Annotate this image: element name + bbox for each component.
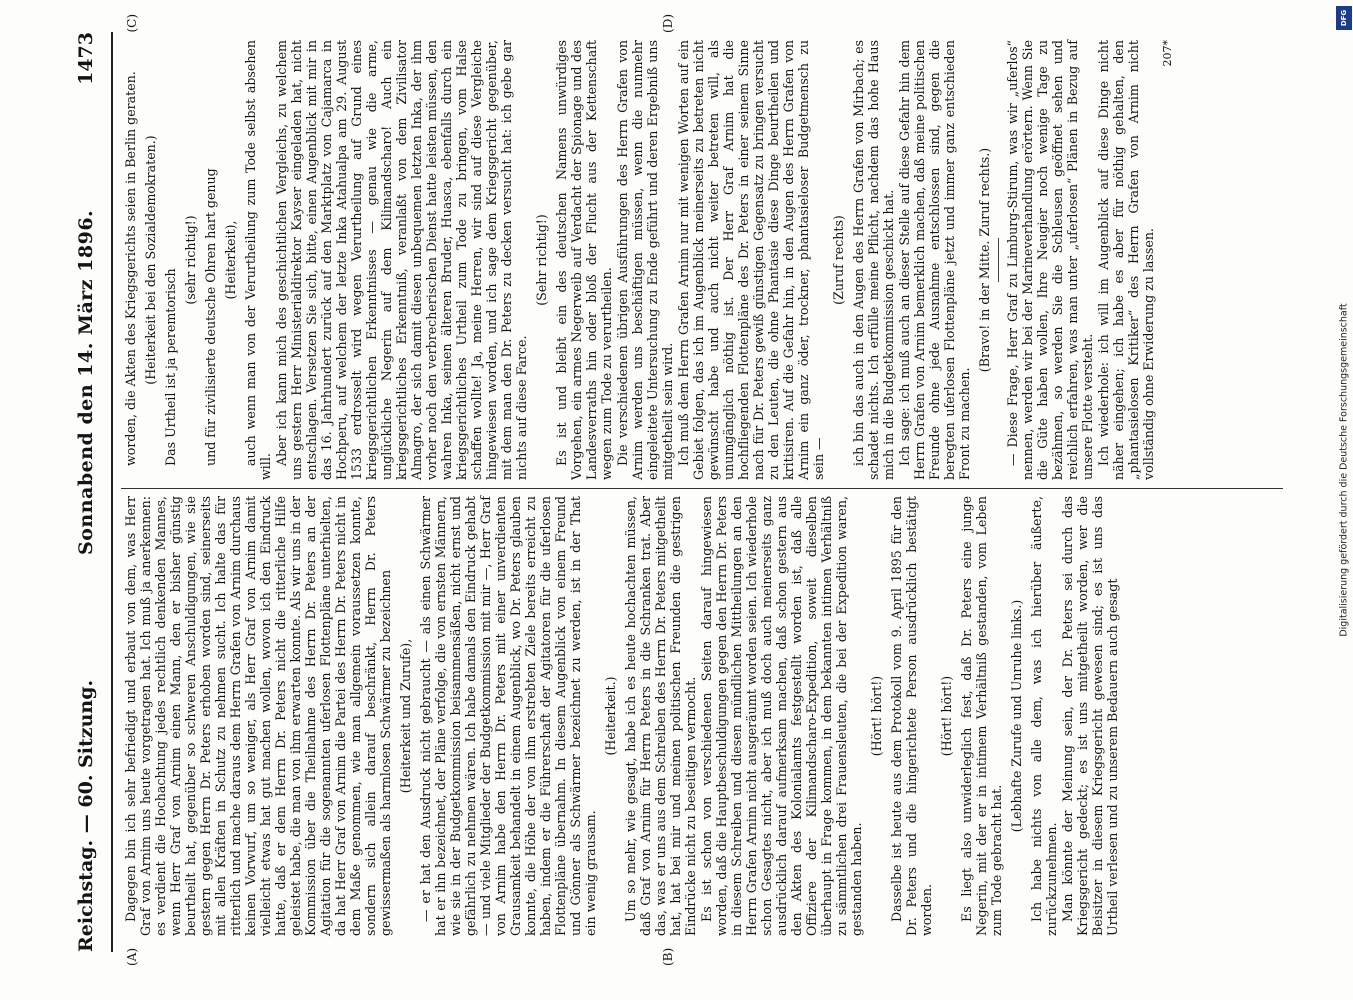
header-date: Sonnabend den 14. März 1896. bbox=[75, 209, 97, 555]
page-number: 1473 bbox=[75, 32, 97, 85]
right-column bbox=[123, 40, 1283, 480]
margin-letter-c: (C) bbox=[125, 14, 139, 33]
paragraph: Es ist schon von verschiedenen Seiten darauf hingewiesen worden, daß die Hauptbeschuldigungen gegen den Herrn Dr. Peters in diesem Schreiben und diesen mündlichen Mittheilungen an den Herrn Grafen Arnim nicht ausgeräumt worden seien. Ich wiederhole schon Gesagtes nicht, aber ich muß doch auch meinerseits ganz ausdrücklich darauf aufmerksam machen, daß schon gestern aus den Akten des Kolonialamts festgestellt worden ist, daß alle Offiziere der Kilimandscharo-Expedition, soweit dieselben überhaupt in Frage kommen, in dem bekannten intimen Verhältniß zu sämmtlichen drei Frauensleuten, die bei der Expedition waren, gestanden haben. bbox=[699, 496, 864, 936]
interjection: (Heiterkeit), bbox=[223, 220, 238, 300]
interjection: (Sehr richtig!) bbox=[534, 214, 549, 306]
paragraph: Ich wiederhole: ich will im Augenblick auf diese Dinge nicht näher eingehen; ich habe es aber für nöthig gehalten, den „phantasielosen Kritiker“ des Herrn Grafen von Arnim nicht vollständig ohne Erwiderung zu lassen. bbox=[1096, 40, 1156, 480]
paragraph: Ich muß dem Herrn Grafen Arnim nur mit wenigen Worten auf ein Gebiet folgen, das ich im Augenblick meinerseits zu betreten nicht gewünscht habe und auch nicht weiter betreten will, als unumgänglich nöthig ist. Der Herr Graf Arnim hat die hochfliegenden Flottenpläne des Dr. Peters in einer seinem Sinne nach für Dr. Peters gewiß günstigen Gegensatz zu bringen versucht zu den Leuten, die ohne Phantasie diese Dinge beurtheilen und kritisiren. Auf die Gefahr hin, in den Augen des Herrn Grafen von Arnim ein ganz öder, trockner, phantasieloser Budgetmensch zu sein — bbox=[676, 40, 826, 480]
section-divider bbox=[998, 238, 999, 282]
paragraph: und für zivilisierte deutsche Ohren hart genug bbox=[203, 168, 218, 466]
reichstag-page bbox=[61, 12, 1291, 972]
paragraph: Aber ich kann mich des geschichtlichen Vergleichs, zu welchem uns gestern Herr Ministerialdirektor Kayser eingeladen hat, nicht entschlagen. Versetzen Sie sich, bitte, einen Augenblick mit mir in das 16. Jahrhundert zurück auf den Marktplatz von Cajamarca in Hochperu, auf welchem der letzte Inka Atahualpa am 29. August 1533 erdrosselt wird wegen Verurtheilung auf Grund eines kriegsgerichtlichen Erkenntnisses — genau wie die arme, unglückliche Negerin auf dem Kilimandscharo! Auch ein kriegsgerichtliches Erkenntniß, veranlaßt von dem Zivilisator Almagro, der sich damit diesen unbequemen letzten Inka, der ihm vorher noch den verbrecherischen Dienst hatte leisten müssen, den wahren Inka, seinen älteren Bruder, Huasca, ebenfalls durch ein kriegsgerichtliches Urtheil zum Tode zu bringen, vom Halse schaffen wollte! Ja, meine Herren, wir sind auf diese Vergleiche hingewiesen worden, und ich sage dem Kriegsgericht gegenüber, mit dem man den Dr. Peters zu decken versucht hat: ich gebe gar nichts auf diese Farce. bbox=[274, 40, 529, 480]
margin-letter-d: (D) bbox=[661, 14, 675, 33]
interjection: (Hört! hört!) bbox=[939, 675, 954, 757]
interjection: (sehr richtig!) bbox=[183, 215, 198, 305]
paragraph: Das Urtheil ist ja peremtorisch bbox=[163, 268, 178, 466]
paragraph: Dagegen bin ich sehr befriedigt und erbaut von dem, was Herr Graf von Arnim uns heute vorgetragen hat. Ich muß ja anerkennen: es verdient die Hochachtung jedes rechtlich denkenden Mannes, wenn Herr Graf von Arnim einen Mann, den er bisher günstig beurtheilt hat, gegenüber so schweren Anschuldigungen, wie sie gestern gegen Herrn Dr. Peters erhoben worden sind, seinerseits mit allen Kräften in Schutz zu nehmen sucht. Ich halte das für ritterlich und mache daraus dem Herrn Grafen von Arnim durchaus keinen Vorwurf, um so weniger, als Herr Graf von Arnim damit vielleicht etwas hat gut machen wollen, wovon ich den Eindruck hatte, daß er dem Herrn Dr. Peters nicht die ritterliche Hilfe geleistet habe, die man von ihm erwarten konnte. Als wir uns in der Kommission über die Theilnahme des Herrn Dr. Peters an der Agitation für die sogenannten uferlosen Flottenpläne unterhielten, da hat Herr Graf von Arnim die Partei des Herrn Dr. Peters nicht in dem Maße genommen, wie man allgemein voraussetzen konnte, sondern sich allein darauf beschränkt, Herrn Dr. Peters gewissermaßen als harmlosen Schwärmer zu bezeichnen bbox=[123, 496, 393, 936]
paragraph: Ich sage: ich muß auch an dieser Stelle auf diese Gefahr hin dem Herrn Grafen von Arnim bemerklich machen, daß meine politischen Freunde ohne jede Ausnahme entschlossen sind, gegen die beregten uferlosen Flottenpläne jetzt und immer ganz entschieden Front zu machen. bbox=[897, 40, 972, 480]
paragraph: auch wenn man von der Verurtheilung zum Tode selbst absehen will. bbox=[243, 40, 273, 480]
header-left: Reichstag. — 60. Sitzung. bbox=[75, 679, 97, 952]
left-column bbox=[123, 496, 1283, 936]
interjection: (Heiterkeit.) bbox=[603, 676, 618, 756]
dfg-logo: DFG bbox=[1336, 6, 1352, 30]
page-header bbox=[75, 32, 109, 952]
signature-mark: 207* bbox=[1161, 40, 1174, 67]
paragraph: worden, die Akten des Kriegsgerichts seien in Berlin geraten. bbox=[123, 71, 138, 466]
interjection: (Zuruf rechts) bbox=[831, 215, 846, 305]
paragraph: Um so mehr, wie gesagt, habe ich es heute hochachten müssen, daß Graf von Arnim für Herrn Peters in die Schranken trat. Aber das, was er uns aus dem Schreiben des Herrn Dr. Peters mitgetheilt hat, hat bei mir und meinen politischen Freunden die gestrigen Eindrücke nicht zu beseitigen vermocht. bbox=[623, 496, 698, 936]
paragraph: Es ist und bleibt ein des deutschen Namens unwürdiges Vorgehen, ein armes Negerweib auf Verdacht der Spionage und des Landesverraths hin oder bloß der Flucht aus der Kettenschaft wegen zum Tode zu verurtheilen. bbox=[554, 40, 614, 480]
interjection: (Hört! hört!) bbox=[869, 675, 884, 757]
margin-letter-a: (A) bbox=[125, 947, 139, 966]
interjection: (Bravo! in der Mitte. Zuruf rechts.) bbox=[977, 147, 992, 373]
paragraph: ich bin das auch in den Augen des Herrn Grafen von Mirbach; es schadet nichts. Ich erfülle meine Pflicht, nachdem das hohe Haus mich in die Budgetkommission geschickt hat. bbox=[851, 40, 896, 480]
paragraph: — Diese Frage, Herr Graf zu Limburg-Stirum, was wir „uferlos“ nennen, werden wir bei der Marineverhandlung erörtern. Wenn Sie die Güte haben wollen, Ihre Neugier noch wenige Tage zu bezähmen, so werden Sie die Schleusen geöffnet sehen und reichlich erfahren, was man unter „uferlosen“ Plänen in Bezug auf unsere Flotte versteht. bbox=[1005, 40, 1095, 480]
paragraph: Ich habe nichts von alle dem, was ich hierüber äußerte, zurückzunehmen. bbox=[1029, 496, 1059, 936]
interjection: (Heiterkeit und Zurufe), bbox=[398, 638, 413, 794]
paragraph: — er hat den Ausdruck nicht gebraucht — als einen Schwärmer hat er ihn bezeichnet, der Pläne verfolge, die von ernsten Männern, wie sie in der Budgetkommission beisammensäßen, nicht ernst und gefährlich zu nehmen wären. Ich habe damals den Eindruck gehabt — und viele Mitglieder der Budgetkommission mit mir —, Herr Graf von Arnim habe den Herrn Dr. Peters mit einer unverdienten Grausamkeit behandelt in einem Augenblick, wo Dr. Peters glauben konnte, die Höhe der von ihm erstrebten Ziele bereits erreicht zu haben, indem er die Führerschaft der Agitatoren für die uferlosen Flottenpläne übernahm. In diesem Augenblick von einem Freund und Gönner als Schwärmer bezeichnet zu werden, ist in der That ein wenig grausam. bbox=[418, 496, 598, 936]
paragraph: Es liegt also unwiderleglich fest, daß Dr. Peters eine junge Negerin, mit der er in intimem Verhältniß gestanden, vom Leben zum Tode gebracht hat. bbox=[959, 496, 1004, 936]
paragraph: Dasselbe ist heute aus dem Protokoll vom 9. April 1895 für den Dr. Peters und die hingerichtete Person ausdrücklich bestätigt worden. bbox=[889, 496, 934, 936]
header-rule bbox=[111, 32, 113, 952]
column-divider bbox=[121, 488, 1283, 489]
paragraph: Die verschiedenen übrigen Ausführungen des Herrn Grafen von Arnim werden uns beschäftigen müssen, wenn die nunmehr eingeleitete Untersuchung zu Ende geführt und deren Ergebniß uns mitgetheilt sein wird. bbox=[615, 40, 675, 480]
interjection: (Heiterkeit bei den Sozialdemokraten.) bbox=[143, 135, 158, 385]
interjection: (Lebhafte Zurufe und Unruhe links.) bbox=[1009, 599, 1024, 833]
paragraph: Man könnte der Meinung sein, der Dr. Peters sei durch das Kriegsgericht gedeckt; es ist uns mitgetheilt worden, wer die Beisitzer in diesem Kriegsgericht gewesen sind; es ist uns das Urtheil verlesen und zu unserem Bedauern auch gesagt bbox=[1060, 496, 1120, 936]
digitization-note: Digitalisierung gefördert durch die Deutsche Forschungsgemeinschaft bbox=[1338, 303, 1350, 637]
margin-letter-b: (B) bbox=[661, 947, 675, 966]
